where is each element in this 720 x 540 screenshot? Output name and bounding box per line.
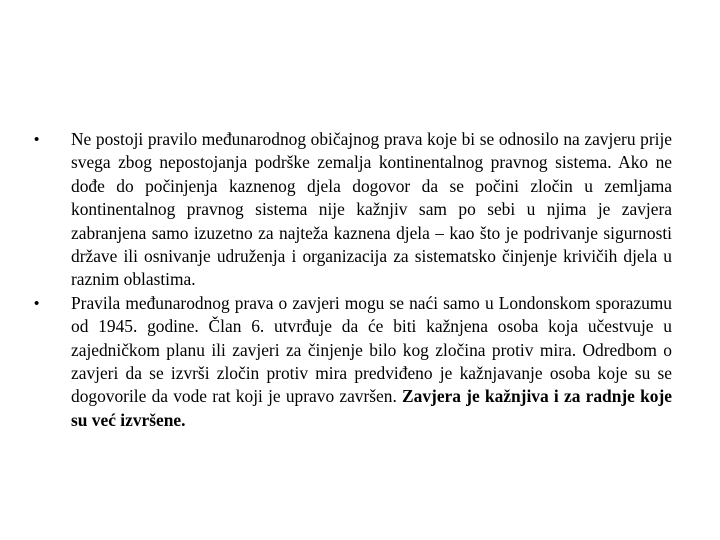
bullet-icon: • <box>34 131 40 148</box>
bullet-item-london-agreement <box>34 292 672 432</box>
bullet-list <box>34 128 672 432</box>
bullet-text: Ne postoji pravilo međunarodnog običajnog prava koje bi se odnosilo na zavjeru prije svega zbog nepostojanja podrške zemalja kontinentalnog pravnog sistema. Ako ne dođe do počinjenja kaznenog djela dogovor da se počini zločin u zemljama kontinentalnog pravnog sistema nije kažnjiv sam po sebi u njima je zavjera zabranjena samo izuzetno za najteža kaznena djela – kao što je podrivanje sigurnosti države ili osnivanje udruženja i organizacija za sistematsko činjenje krivičih djela u raznim oblastima. <box>71 129 672 290</box>
bullet-icon: • <box>34 294 40 312</box>
bullet-item-conspiracy-custom-law <box>34 128 672 292</box>
bullet-bold-text: Zavjera je kažnjiva i za radnje koje su već izvršene. <box>71 386 672 430</box>
bullet-text: Pravila međunarodnog prava o zavjeri mogu se naći samo u Londonskom sporazumu od 1945. godine. Član 6. utvrđuje da će biti kažnjena osoba koja učestvuje u zajedničkom planu ili zavjeri za činjenje bilo kog zločina protiv mira. Odredbom o zavjeri da se izvrši zločin protiv mira predviđeno je kažnjavanje osoba koje su se dogovorile da vode rat koji je upravo završen. <box>71 292 672 407</box>
